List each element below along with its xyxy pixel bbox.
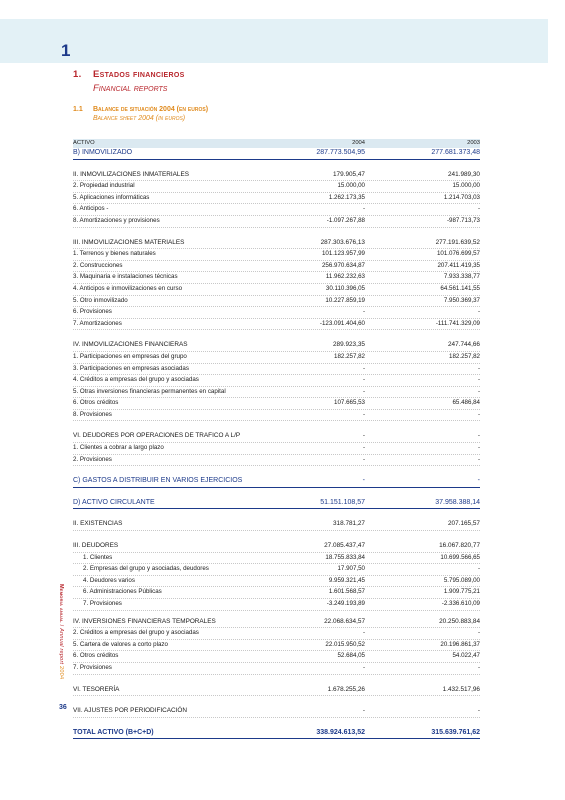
table-row [73,272,480,284]
table-row [73,204,480,216]
row-value-2004: -3.249.193,89 [326,600,365,607]
row-label: 1. Clientes [83,553,113,561]
table-header [73,139,480,148]
table-row [73,663,480,675]
table-row [73,148,480,160]
row-value-2003: - [477,455,480,463]
row-value-2003: 247.744,66 [448,341,480,349]
row-value-2004: 101.123.957,99 [321,250,365,258]
row-value-2003: -2.336.610,09 [441,600,480,607]
table-row [73,706,480,718]
row-value-2003: 1.214.703,03 [443,193,480,201]
row-value-2004: 15.000,00 [337,182,365,190]
row-value-2004: -123.091.404,60 [319,319,365,327]
row-value-2004: -1.097.267,88 [326,216,365,224]
table-row [73,284,480,296]
row-value-2003: - [477,565,480,573]
table-row [73,398,480,410]
row-value-2004: - [362,444,365,452]
row-label: III. DEUDORES [73,542,119,550]
row-value-2004: - [362,477,365,485]
table-row [73,375,480,387]
row-value-2004: - [362,707,365,715]
row-label: IV. INMOVILIZACIONES FINANCIERAS [73,341,188,349]
row-label: 1. Clientes a cobrar a largo plazo [73,444,164,452]
side-label-italic: Annual report [58,628,64,665]
table-row [73,519,480,531]
row-value-2004: 256.970.634,87 [321,261,365,269]
row-value-2003: - [477,432,480,440]
table-row [73,476,480,488]
table-row [73,387,480,399]
row-value-2003: - [477,629,480,637]
row-label: 5. Aplicaciones informáticas [73,193,150,201]
row-spacer [73,718,480,728]
header-label: ACTIVO [73,140,95,146]
header-year-2004: 2004 [352,140,365,146]
row-value-2004: 52.684,05 [337,652,365,660]
side-label-bold: Memoria anual [58,584,64,623]
page-number: 36 [59,704,67,711]
row-label: II. INMOVILIZACIONES INMATERIALES [73,170,189,178]
table-row [73,193,480,205]
row-value-2004: 10.227.859,19 [325,296,365,304]
row-value-2003: 7.950.369,37 [443,296,480,304]
row-value-2004: 22.068.634,57 [324,617,365,625]
row-value-2004: - [362,663,365,671]
table-row [73,728,480,740]
row-value-2003: 7.933.338,77 [443,273,480,281]
row-label: 2. Provisiones [73,455,112,463]
row-value-2004: 9.959.321,45 [328,576,365,584]
chapter-number: 1 [61,41,71,60]
table-row [73,307,480,319]
section-title [73,69,185,80]
row-value-2004: - [362,308,365,316]
subsection-title-text: Balance de situación 2004 (en euros) [93,106,209,113]
row-value-2004: 287.773.504,95 [316,149,365,156]
row-value-2003: 182.257,82 [449,352,480,360]
row-spacer [73,421,480,431]
row-label: IV. INVERSIONES FINANCIERAS TEMPORALES [73,617,216,625]
row-spacer [73,466,480,476]
row-value-2003: 277.191.639,52 [435,238,480,246]
row-value-2003: 10.699.566,65 [440,553,480,561]
row-value-2003: - [477,663,480,671]
header-year-2003: 2003 [467,140,480,146]
chapter-band [0,19,548,63]
row-value-2004: 179.905,47 [333,170,365,178]
table-row [73,340,480,352]
row-value-2003: - [477,376,480,384]
row-label: 7. Provisiones [83,600,122,607]
row-label: 6. Otros créditos [73,652,119,660]
subsection-title [73,106,208,113]
row-label: 2. Créditos a empresas del grupo y asociadas [73,629,199,637]
row-label: 8. Provisiones [73,410,112,418]
table-row [73,443,480,455]
row-label: 8. Amortizaciones y provisiones [73,216,160,224]
table-row [73,564,480,576]
subsection-subtitle: Balance sheet 2004 (in euros) [93,115,186,122]
table-row [73,249,480,261]
row-spacer [73,160,480,170]
row-value-2003: - [477,707,480,715]
table-row [73,364,480,376]
row-label: 4. Deudores varios [83,576,135,584]
row-value-2004: 318.781,27 [333,520,365,528]
row-value-2004: 182.257,82 [334,352,365,360]
row-value-2004: 1.678.255,26 [327,685,365,693]
row-value-2003: 241.989,30 [448,170,480,178]
row-label: 1. Participaciones en empresas del grupo [73,352,187,360]
row-value-2003: - [477,364,480,372]
row-value-2004: 17.907,50 [337,565,365,573]
row-value-2003: 5.795.089,00 [443,576,480,584]
row-value-2003: 101.076.699,57 [436,250,480,258]
row-value-2003: - [477,387,480,395]
subsection-number: 1.1 [73,106,83,113]
row-label: 4. Anticipos e inmovilizaciones en curso [73,284,183,292]
row-spacer [73,509,480,519]
table-row [73,498,480,510]
row-value-2004: - [362,432,365,440]
row-value-2003: 37.958.388,14 [435,498,480,506]
row-value-2004: 289.923,35 [333,341,365,349]
table-row [73,617,480,629]
table-row [73,216,480,228]
table-row [73,238,480,250]
row-value-2004: - [362,455,365,463]
table-row [73,170,480,182]
table-row [73,261,480,273]
row-label: 7. Provisiones [73,663,112,671]
row-spacer [73,531,480,541]
row-label: VI. TESORERÍA [73,685,120,693]
row-value-2003: 315.639.761,62 [431,728,480,736]
row-label: B) INMOVILIZADO [73,149,133,156]
row-label: 3. Maquinaria e instalaciones técnicas [73,273,178,281]
row-label: 6. Anticipos - [73,205,109,213]
row-label: 7. Amortizaciones [73,319,122,327]
row-value-2003: 54.022,47 [452,652,480,660]
row-label: 2. Empresas del grupo y asociadas, deudores [83,565,209,573]
table-body [73,148,480,739]
row-value-2003: - [477,477,480,485]
row-value-2004: 27.085.437,47 [324,542,365,550]
table-row [73,181,480,193]
row-label: 6. Provisiones [73,308,112,316]
balance-sheet-table [73,139,480,739]
row-label: 5. Otras inversiones financieras permanentes en capital [73,387,226,395]
row-label: 2. Construcciones [73,261,123,269]
table-row [73,599,480,611]
row-value-2003: 207.165,57 [448,520,480,528]
row-value-2003: 65.486,84 [452,399,480,407]
row-value-2003: - [477,410,480,418]
row-spacer [73,488,480,498]
row-value-2003: 15.000,00 [452,182,480,190]
row-value-2003: 1.432.517,96 [442,685,480,693]
section-number: 1. [73,69,82,80]
row-value-2003: 207.411.419,35 [437,261,480,269]
row-label: 6. Otros créditos [73,399,119,407]
row-label: VII. AJUSTES POR PERIODIFICACIÓN [73,707,187,715]
row-label: TOTAL ACTIVO (B+C+D) [73,728,154,736]
row-label: 4. Créditos a empresas del grupo y asociadas [73,376,199,384]
table-row [73,455,480,467]
table-row [73,541,480,553]
table-row [73,319,480,331]
table-row [73,296,480,308]
row-value-2004: 30.110.396,05 [325,284,365,292]
row-label: 1. Terrenos y bienes naturales [73,250,156,258]
row-value-2004: 22.015.950,52 [325,640,365,648]
row-value-2003: 20.196.861,37 [440,640,480,648]
table-row [73,431,480,443]
row-spacer [73,675,480,685]
row-spacer [73,228,480,238]
table-row [73,628,480,640]
row-value-2004: - [362,205,365,213]
table-row [73,685,480,697]
table-row [73,553,480,565]
side-label: Memoria anual / Annual report 2004 [58,584,64,680]
row-label: 5. Otro inmovilizado [73,296,128,304]
row-value-2003: 64.561.141,55 [440,284,480,292]
row-value-2004: 1.601.568,57 [328,588,365,596]
row-label: 3. Participaciones en empresas asociadas [73,364,189,372]
row-value-2003: 277.681.373,48 [431,149,480,156]
row-value-2004: - [362,629,365,637]
row-value-2004: - [362,376,365,384]
row-value-2004: - [362,387,365,395]
row-value-2003: - [477,205,480,213]
row-label: II. EXISTENCIAS [73,520,123,528]
row-value-2004: - [362,364,365,372]
row-value-2004: 107.665,53 [334,399,365,407]
row-value-2004: 1.262.173,35 [328,193,365,201]
row-label: 2. Propiedad industrial [73,182,135,190]
row-value-2004: 287.303.676,13 [320,238,365,246]
section-subtitle: Financial reports [93,83,168,94]
table-row [73,576,480,588]
row-label: III. INMOVILIZACIONES MATERIALES [73,238,185,246]
table-row [73,651,480,663]
row-value-2004: 51.151.108,57 [320,498,365,506]
table-row [73,640,480,652]
row-label: 5. Cartera de valores a corto plazo [73,640,168,648]
side-label-year: 2004 [58,666,64,680]
row-label: C) GASTOS A DISTRIBUIR EN VARIOS EJERCICIOS [73,477,243,485]
row-value-2003: - [477,444,480,452]
row-spacer [73,696,480,706]
table-row [73,587,480,599]
row-label: VI. DEUDORES POR OPERACIONES DE TRAFICO A L/P [73,432,241,440]
row-value-2004: 338.924.613,52 [316,728,365,736]
row-spacer [73,330,480,340]
row-value-2003: 16.067.820,77 [439,542,480,550]
row-value-2004: - [362,410,365,418]
row-label: 6. Administraciones Públicas [83,588,162,596]
table-row [73,410,480,422]
row-value-2004: 18.755.833,84 [325,553,365,561]
row-value-2003: -987.713,73 [446,216,480,224]
row-value-2004: 11.962.232,63 [325,273,365,281]
row-label: D) ACTIVO CIRCULANTE [73,498,155,506]
table-row [73,352,480,364]
row-value-2003: 1.909.775,21 [443,588,480,596]
row-value-2003: - [477,308,480,316]
row-value-2003: 20.250.883,84 [439,617,480,625]
section-title-text: Estados financieros [93,69,185,80]
row-value-2003: -111.741.329,09 [435,319,480,327]
